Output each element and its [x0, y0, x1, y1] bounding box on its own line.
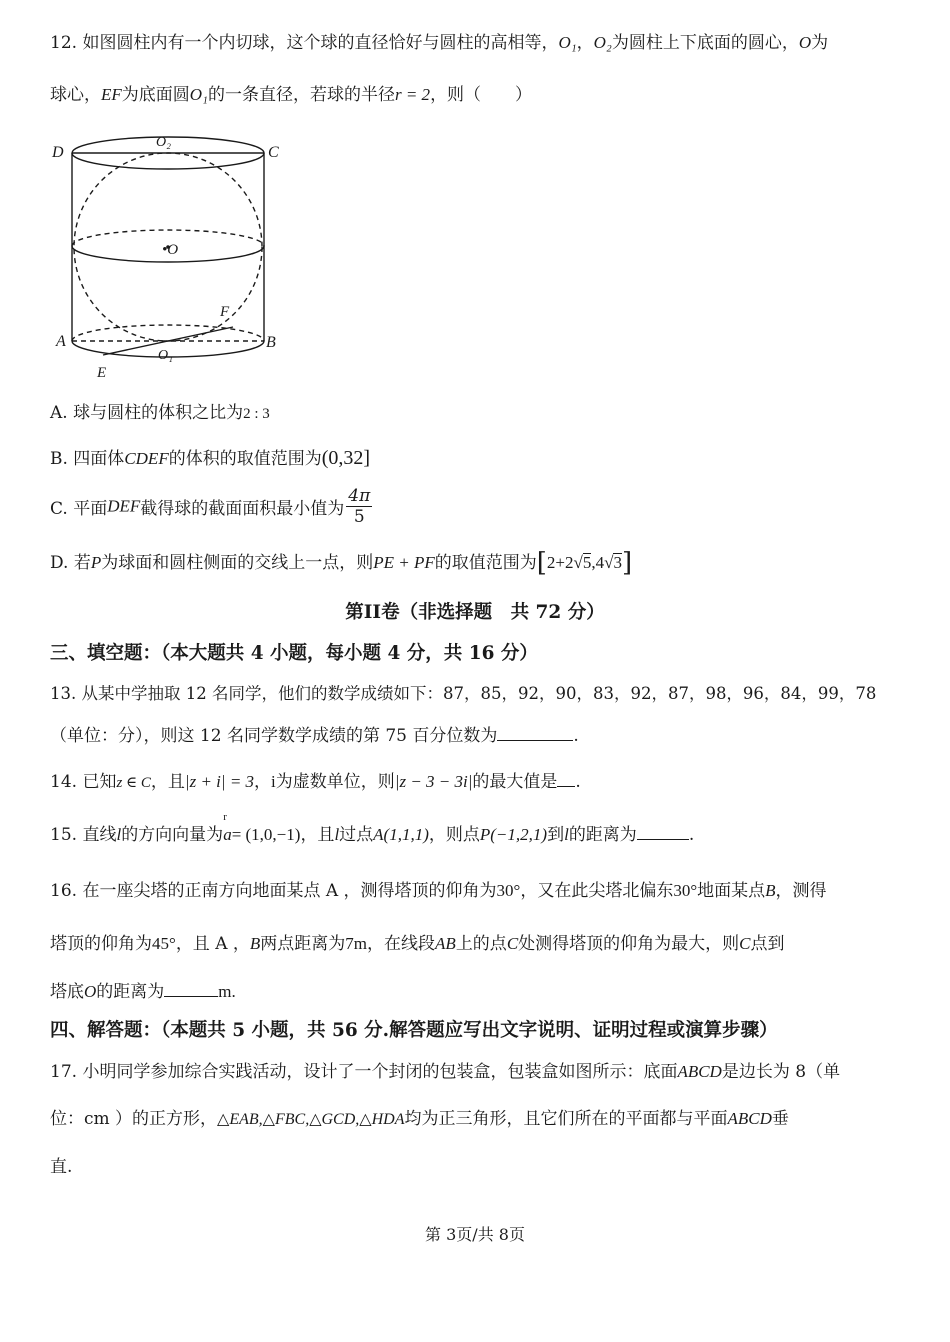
q17-text: 垂: [771, 1109, 789, 1129]
label-O1: O₁: [158, 348, 173, 363]
q16-text: ，在线段: [367, 934, 436, 954]
sqrt-symbol: √: [573, 553, 583, 572]
q15-text: ，则点: [428, 825, 480, 845]
q14-text: ，且: [150, 772, 185, 792]
var-l: l: [116, 825, 122, 844]
option-c-text: 截得球的截面面积最小值为: [140, 499, 345, 519]
z-in-C: z ∈ C: [116, 775, 151, 791]
q16-text: ，测得: [775, 881, 827, 901]
period: .: [688, 825, 695, 845]
var-O: O: [798, 33, 812, 52]
fraction-4pi-over-5: [346, 486, 372, 527]
var-B: B: [765, 881, 776, 900]
distance-7m: 7m: [345, 934, 368, 953]
q17-text: 位：cm ）的正方形，: [50, 1109, 218, 1129]
q14: [50, 767, 581, 792]
var-EF: EF: [101, 85, 122, 104]
q17-line-1: [50, 1057, 840, 1082]
range-b: (0,32]: [321, 447, 371, 469]
label-D: D: [52, 144, 64, 161]
var-B: B: [249, 934, 261, 953]
var-C: C: [506, 934, 519, 953]
range-part: 2+2: [546, 553, 574, 572]
q12-text: 为圆柱上下底面的圆心，: [611, 33, 799, 53]
abs-z-plus-i: |z + i| = 3: [184, 772, 255, 791]
option-d-text: 的取值范围为: [434, 553, 537, 573]
option-d-text: D. 若: [50, 553, 91, 573]
q15-text: 15. 直线: [50, 825, 117, 845]
q17-text: 是边长为 8（单: [721, 1062, 841, 1082]
point-P: P(−1,2,1): [479, 825, 548, 844]
q14-text: 为虚数单位，则: [275, 772, 395, 792]
var-ABCD: ABCD: [677, 1062, 722, 1081]
q16-text: 两点距离为: [260, 934, 346, 954]
label-E: E: [97, 365, 107, 381]
fraction-numerator: 4π: [348, 486, 371, 506]
abs-z-minus: |z − 3 − 3i|: [394, 772, 473, 791]
q16-text: 的距离为: [96, 982, 165, 1002]
q16-text: ，且 A ，: [175, 934, 250, 954]
label-O: •O: [162, 242, 179, 258]
page-footer: 第 3页/共 8页: [425, 1225, 525, 1244]
q17-text: 均为正三角形，且它们所在的平面都与平面: [404, 1109, 728, 1129]
option-a: [50, 398, 270, 423]
angle-30: 30°: [673, 881, 698, 900]
sqrt-3: 3: [613, 553, 622, 572]
q17-text: 17. 小明同学参加综合实践活动，设计了一个封闭的包装盒，包装盒如图所示：底面: [50, 1062, 678, 1082]
var-O1: O₁: [189, 85, 208, 104]
vector-a: [223, 811, 232, 845]
q15-text: 的距离为: [568, 825, 637, 845]
q16-text: 16. 在一座尖塔的正南方向地面某点 A ，测得塔顶的仰角为: [50, 881, 497, 901]
q15-text: 的方向向量为: [121, 825, 224, 845]
label-A: A: [56, 333, 66, 350]
period: .: [575, 772, 581, 792]
var-O1: O₁: [558, 33, 577, 52]
label-F: F: [220, 304, 230, 320]
period: .: [573, 726, 579, 746]
answer-blank[interactable]: [497, 739, 573, 741]
q12-text: 球心，: [50, 85, 101, 105]
cylinder-sphere-figure: [48, 128, 288, 388]
q14-text: 的最大值是: [472, 772, 558, 792]
range-part: ,4: [591, 553, 605, 572]
label-O2: O₂: [156, 135, 171, 150]
var-l: l: [564, 825, 569, 844]
section-2-title: 第II卷（非选择题 共 72 分）: [345, 602, 605, 623]
q16-text: 点到: [750, 934, 785, 954]
var-l: l: [334, 825, 340, 844]
option-d: [50, 548, 632, 578]
section-4-title: 四、解答题：（本题共 5 小题，共 56 分.解答题应写出文字说明、证明过程或演算步骤）: [50, 1020, 778, 1041]
vector-a-letter: a: [223, 825, 232, 844]
q15: [50, 811, 695, 845]
var-i: i: [271, 772, 276, 791]
ratio: 2 : 3: [243, 406, 270, 422]
unit-m: m.: [218, 982, 236, 1001]
q16-line-1: [50, 876, 827, 901]
triangles-list: △EAB,△FBC,△GCD,△HDA: [217, 1111, 405, 1128]
q16-text: 处测得塔顶的仰角为最大，则: [518, 934, 740, 954]
answer-blank[interactable]: [164, 995, 218, 997]
sqrt-5: 5: [582, 553, 592, 572]
option-b: [50, 444, 370, 470]
q17-line-3: 直.: [50, 1157, 73, 1177]
q12-text: 为: [811, 33, 829, 53]
q13-line-2: [50, 721, 579, 746]
label-C: C: [268, 144, 279, 161]
q16-line-2: [50, 929, 785, 954]
option-d-text: 为球面和圆柱侧面的交线上一点，则: [101, 553, 374, 573]
q12-line-2: [50, 80, 532, 105]
q12-text: 为底面圆: [121, 85, 190, 105]
answer-blank[interactable]: [637, 838, 689, 840]
q15-text: ，且: [300, 825, 335, 845]
angle-30: 30°: [496, 881, 521, 900]
point-A: A(1,1,1): [373, 825, 429, 844]
var-O: O: [84, 982, 97, 1001]
q12-text: 的一条直径，若球的半径: [207, 85, 395, 105]
q15-text: 到: [547, 825, 565, 845]
q13-text: （单位：分），则这 12 名同学数学成绩的第 75 百分位数为: [50, 726, 498, 746]
comma: ，: [254, 772, 272, 792]
bottom-ellipse-back: [72, 325, 264, 341]
option-b-text: 的体积的取值范围为: [168, 449, 322, 469]
q16-text: 地面某点: [697, 881, 766, 901]
segment-AB: AB: [435, 934, 456, 953]
left-bracket: [: [536, 548, 547, 578]
option-c-text: C. 平面: [50, 499, 108, 519]
var-CDEF: CDEF: [124, 449, 169, 468]
radius-equation: r = 2: [394, 85, 431, 104]
q16-text: 塔顶的仰角为: [50, 934, 152, 954]
q16-text: 塔底: [50, 982, 84, 1002]
section-3-title: 三、填空题：（本大题共 4 小题，每小题 4 分，共 16 分）: [50, 643, 538, 664]
expr-PE-PF: PE + PF: [373, 553, 435, 572]
var-C: C: [739, 934, 751, 953]
sqrt-symbol: √: [604, 553, 614, 572]
q17-line-2: [50, 1104, 789, 1129]
vector-arrow: r: [223, 811, 227, 823]
option-a-text: A. 球与圆柱的体积之比为: [50, 403, 244, 423]
option-b-text: B. 四面体: [50, 449, 125, 469]
answer-blank[interactable]: [557, 785, 575, 787]
q12-text: 12. 如图圆柱内有一个内切球，这个球的直径恰好与圆柱的高相等，: [50, 33, 559, 53]
option-c: [50, 486, 374, 527]
comma: ，: [576, 33, 594, 53]
q12-line-1: [50, 28, 828, 53]
angle-45: 45°: [152, 934, 176, 953]
q12-text: ，则（ ）: [430, 85, 533, 105]
var-ABCD: ABCD: [727, 1109, 772, 1128]
q16-line-3: [50, 977, 236, 1002]
var-DEF: DEF: [107, 496, 141, 516]
q16-text: ，又在此尖塔北偏东: [520, 881, 674, 901]
q15-text: 过点: [339, 825, 374, 845]
var-P: P: [90, 553, 102, 572]
right-bracket: ]: [621, 548, 633, 578]
var-O2: O₂: [593, 33, 612, 52]
fraction-denominator: 5: [353, 507, 365, 527]
q16-text: 上的点: [455, 934, 507, 954]
q14-text: 14. 已知: [50, 772, 117, 792]
label-B: B: [266, 334, 276, 351]
q13-line-1: 13. 从某中学抽取 12 名同学，他们的数学成绩如下：87，85，92，90，83，92，87，98，96，84，99，78: [50, 684, 877, 703]
vector-value: = (1,0,−1): [231, 825, 301, 844]
